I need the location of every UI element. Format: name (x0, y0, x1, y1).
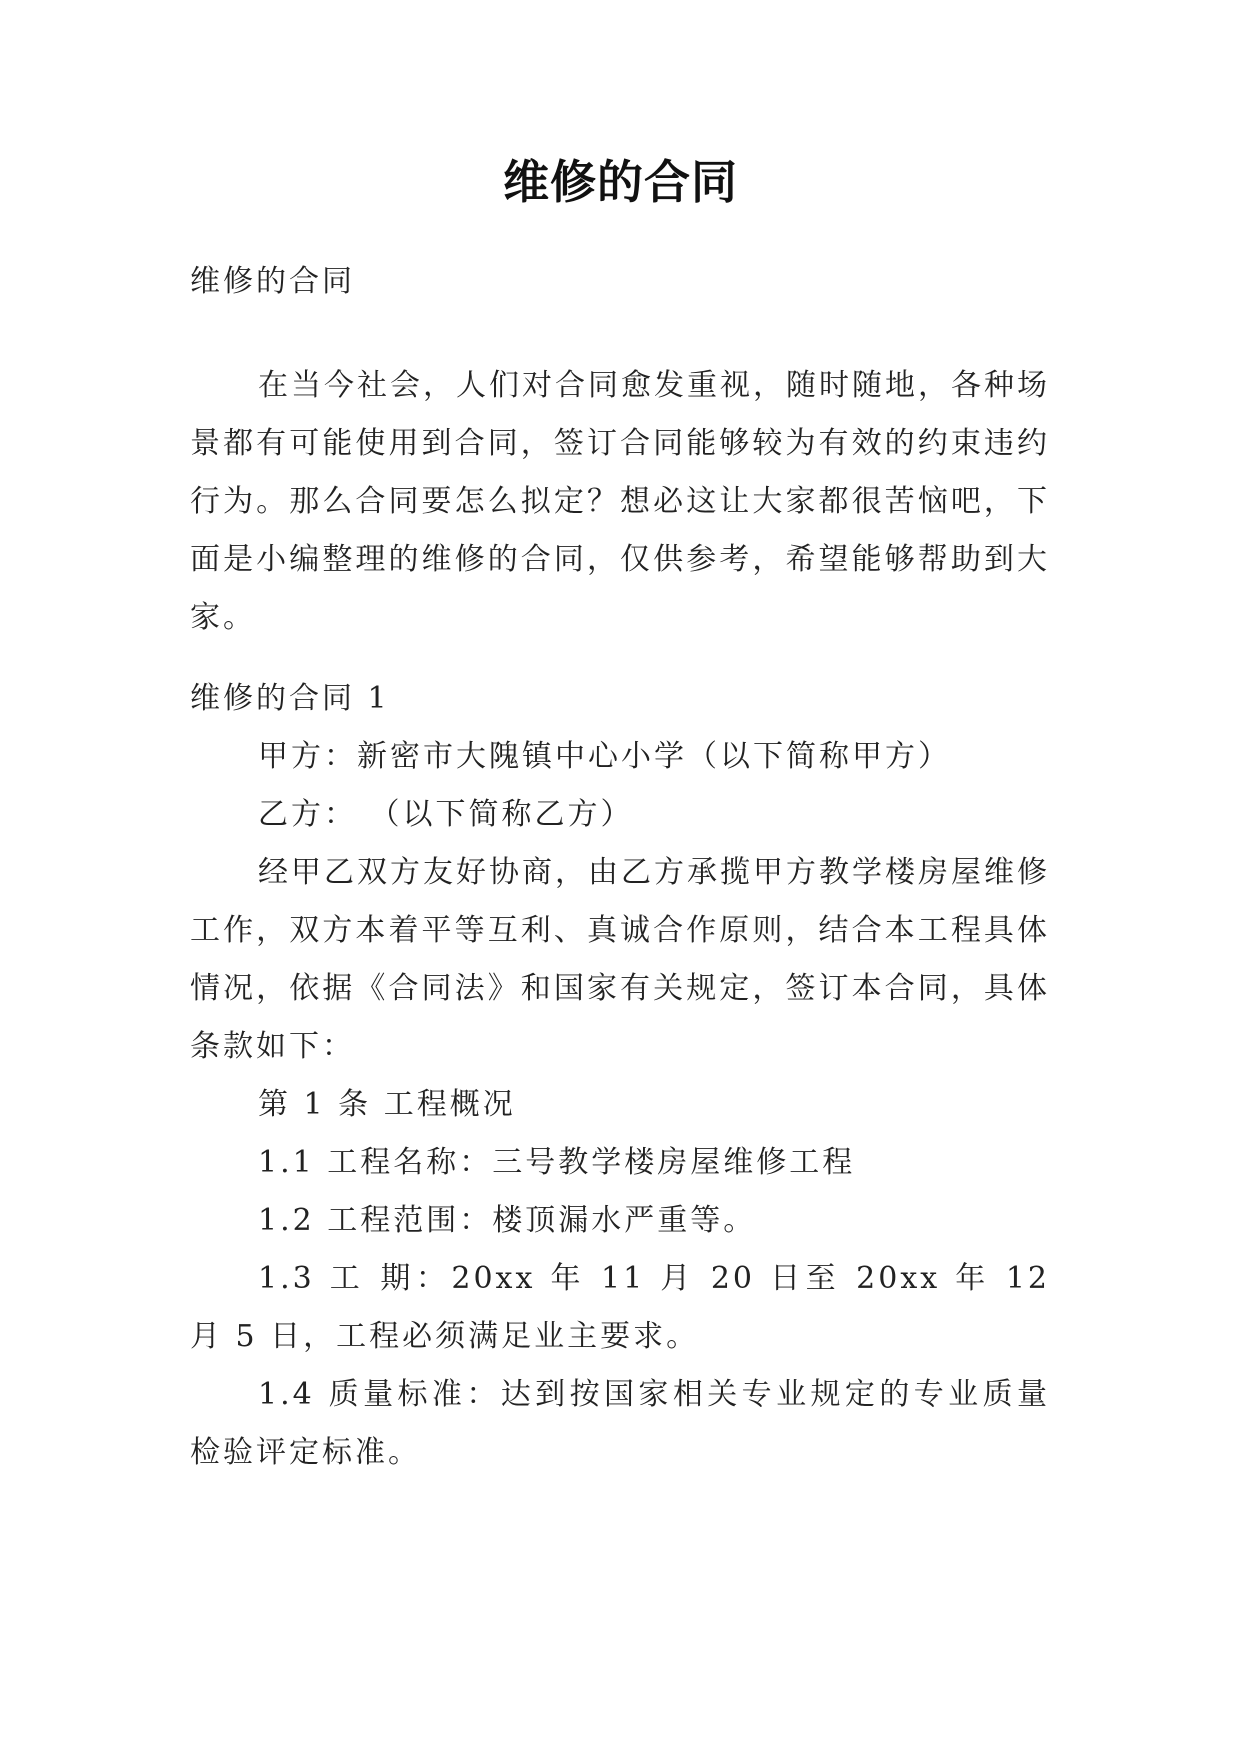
document-title: 维修的合同 (503, 155, 738, 209)
intro-block (190, 357, 1050, 647)
item-1-1: 1.1 工程名称：三号教学楼房屋维修工程 (258, 1145, 856, 1180)
contract-block (190, 670, 1050, 1482)
item-1-2: 1.2 工程范围：楼顶漏水严重等。 (258, 1203, 757, 1238)
intro-paragraph: 在当今社会，人们对合同愈发重视，随时随地，各种场景都有可能使用到合同，签订合同能够较为有效的约束违约行为。那么合同要怎么拟定？想必这让大家都很苦恼吧，下面是小编整理的维修的合同，仅供参考，希望能够帮助到大家。 (190, 368, 1050, 635)
article-1-heading: 第 1 条 工程概况 (258, 1087, 516, 1122)
item-1-4: 1.4 质量标准：达到按国家相关专业规定的专业质量检验评定标准。 (190, 1377, 1050, 1470)
item-1-3: 1.3 工 期：20xx 年 11 月 20 日至 20xx 年 12 月 5 日，工程必须满足业主要求。 (190, 1261, 1050, 1354)
preamble-paragraph: 经甲乙双方友好协商，由乙方承揽甲方教学楼房屋维修工作，双方本着平等互利、真诚合作原则，结合本工程具体情况，依据《合同法》和国家有关规定，签订本合同，具体条款如下： (190, 855, 1050, 1064)
party-b-line: 乙方： （以下简称乙方） (258, 797, 634, 832)
section-heading: 维修的合同 1 (190, 681, 390, 716)
party-a-line: 甲方：新密市大隗镇中心小学（以下简称甲方） (258, 739, 951, 774)
document-body (190, 253, 1050, 311)
document-subtitle: 维修的合同 (190, 264, 355, 299)
